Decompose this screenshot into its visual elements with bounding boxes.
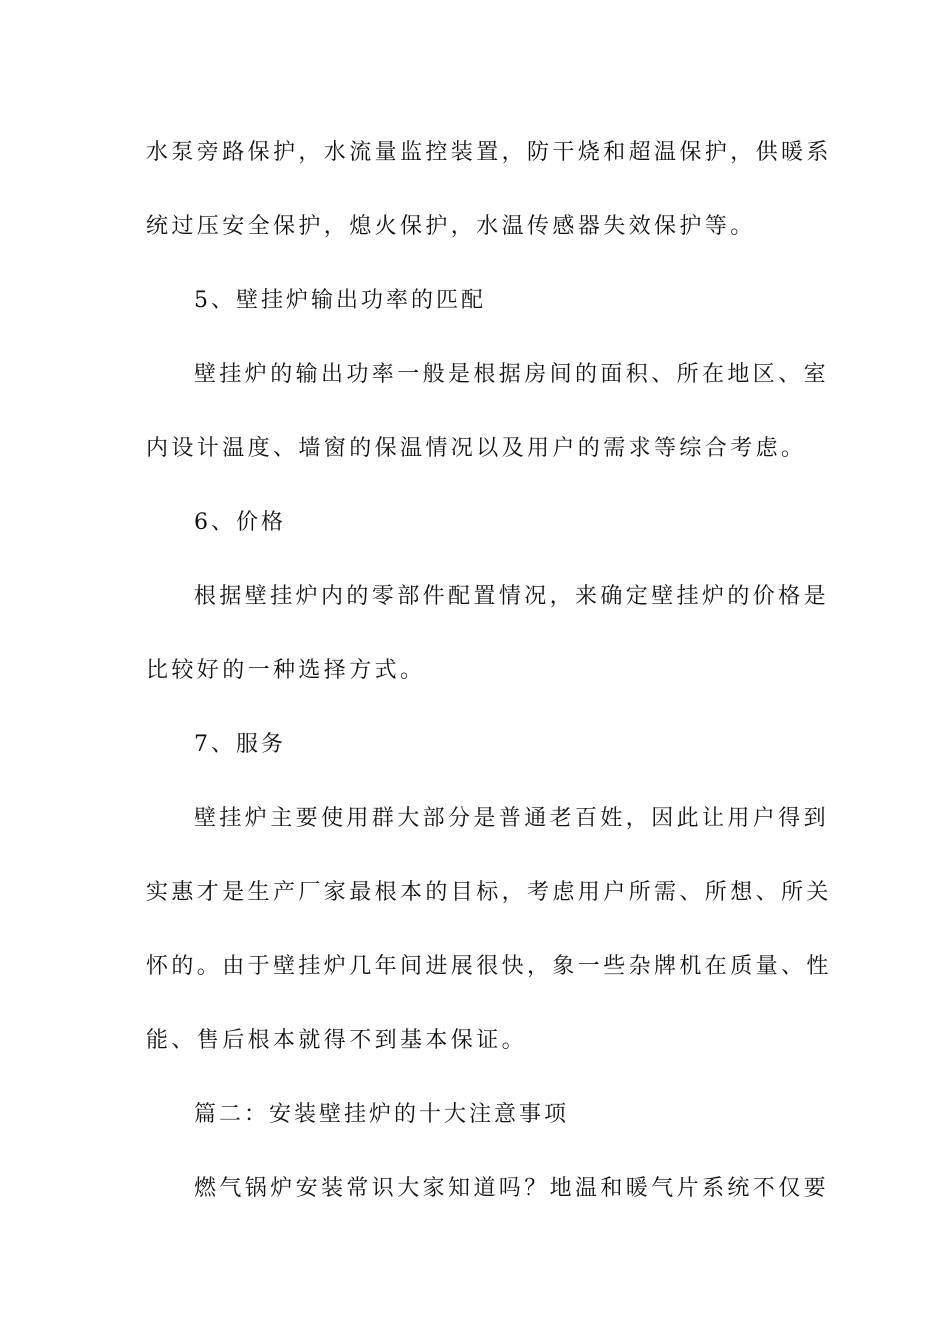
article-title: 篇二：安装壁挂炉的十大注意事项 (194, 1102, 570, 1127)
body-text-line: 水泵旁路保护，水流量监控装置，防干烧和超温保护，供暖系 (146, 140, 832, 165)
body-text-line: 内设计温度、墙窗的保温情况以及用户的需求等综合考虑。 (146, 436, 807, 461)
paragraph-first-line: 燃气锅炉安装常识大家知道吗？地温和暖气片系统不仅要 (194, 1176, 830, 1201)
body-text-line: 统过压安全保护，熄火保护，水温传感器失效保护等。 (146, 214, 756, 239)
section-heading-5: 5、壁挂炉输出功率的匹配 (194, 288, 486, 313)
paragraph-first-line: 壁挂炉主要使用群大部分是普通老百姓，因此让用户得到 (194, 806, 830, 831)
body-text-line: 怀的。由于壁挂炉几年间进展很快，象一些杂牌机在质量、性 (146, 954, 832, 979)
body-text-line: 比较好的一种选择方式。 (146, 658, 426, 683)
paragraph-first-line: 根据壁挂炉内的零部件配置情况，来确定壁挂炉的价格是 (194, 584, 830, 609)
body-text-line: 能、售后根本就得不到基本保证。 (146, 1028, 528, 1053)
section-heading-6: 6、价格 (194, 510, 286, 535)
section-heading-7: 7、服务 (194, 732, 286, 757)
paragraph-first-line: 壁挂炉的输出功率一般是根据房间的面积、所在地区、室 (194, 362, 830, 387)
body-text-line: 实惠才是生产厂家最根本的目标，考虑用户所需、所想、所关 (146, 880, 832, 905)
